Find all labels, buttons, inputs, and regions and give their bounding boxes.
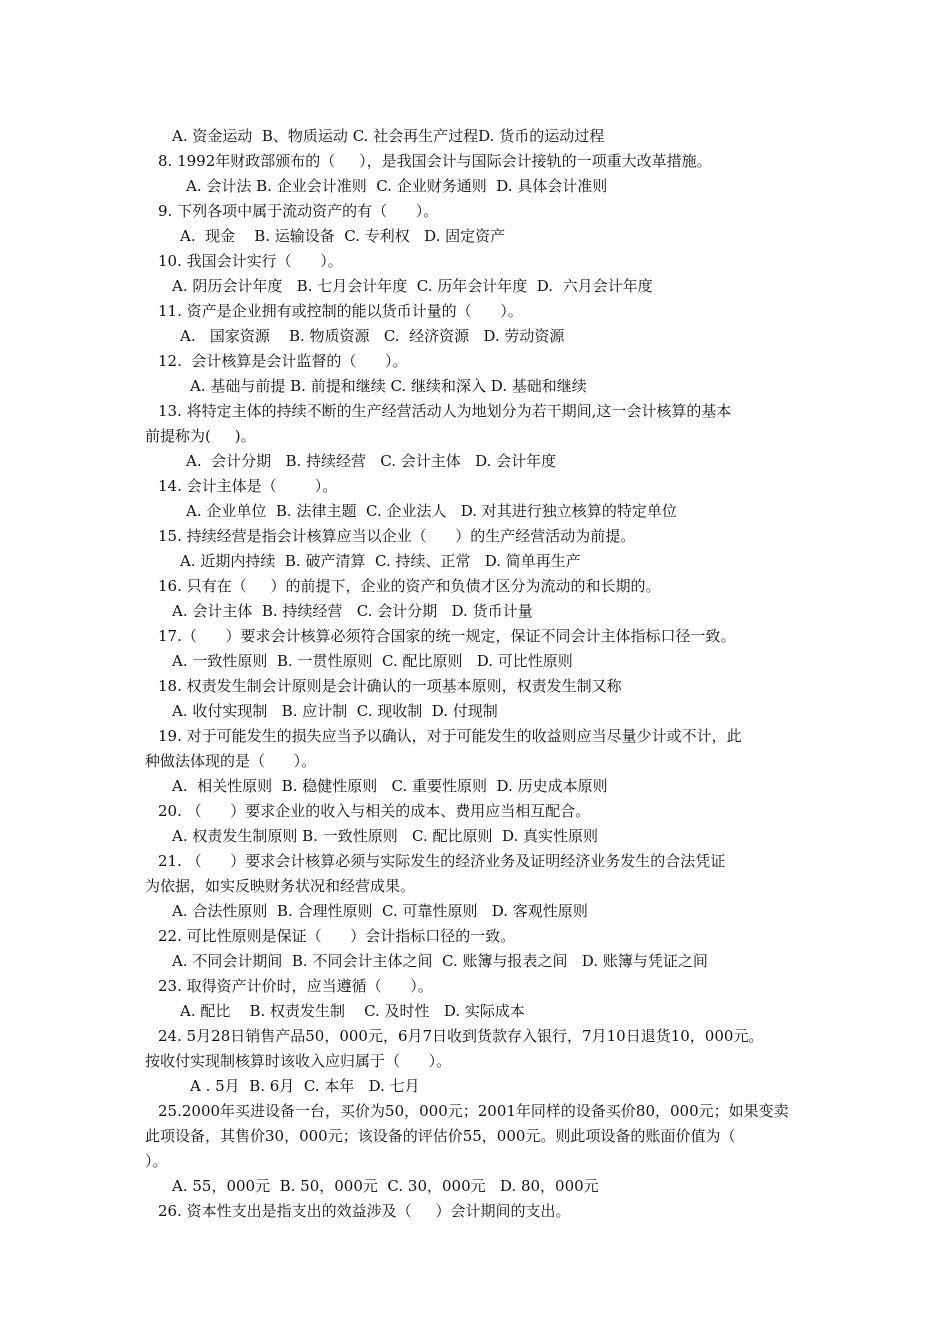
q23-stem: 23. 取得资产计价时，应当遵循（ ）。 <box>158 977 433 995</box>
q21-stem: 21. （ ）要求会计核算必须与实际发生的经济业务及证明经济业务发生的合法凭证 <box>158 852 726 870</box>
q25-options: A. 55，000元 B. 50，000元 C. 30，000元 D. 80，000元 <box>172 1177 599 1195</box>
q21-stem-cont: 为依据，如实反映财务状况和经营成果。 <box>145 877 416 895</box>
q25-stem-end: ）。 <box>145 1152 168 1170</box>
q17-options: A. 一致性原则 B. 一贯性原则 C. 配比原则 D. 可比性原则 <box>172 652 573 670</box>
q18-options: A. 收付实现制 B. 应计制 C. 现收制 D. 付现制 <box>172 702 498 720</box>
q23-options: A. 配比 B. 权责发生制 C. 及时性 D. 实际成本 <box>180 1002 525 1020</box>
q7-options: A. 资金运动 B、物质运动 C. 社会再生产过程D. 货币的运动过程 <box>172 127 605 145</box>
q10-stem: 10. 我国会计实行（ ）。 <box>158 252 343 270</box>
q11-stem: 11. 资产是企业拥有或控制的能以货币计量的（ ）。 <box>158 302 523 320</box>
q16-options: A. 会计主体 B. 持续经营 C. 会计分期 D. 货币计量 <box>172 602 533 620</box>
q14-options: A. 企业单位 B. 法律主题 C. 企业法人 D. 对其进行独立核算的特定单位 <box>186 502 677 520</box>
q19-stem-cont: 种做法体现的是（ ）。 <box>145 752 317 770</box>
q21-options: A. 合法性原则 B. 合理性原则 C. 可靠性原则 D. 客观性原则 <box>172 902 588 920</box>
q15-stem: 15. 持续经营是指会计核算应当以企业（ ）的生产经营活动为前提。 <box>158 527 636 545</box>
q26-stem: 26. 资本性支出是指支出的效益涉及（ ）会计期间的支出。 <box>158 1202 571 1220</box>
q25-stem-cont: 此项设备，其售价30，000元；该设备的评估价55，000元。则此项设备的账面价值为（ <box>145 1127 736 1145</box>
q9-options: A. 现金 B. 运输设备 C. 专利权 D. 固定资产 <box>180 227 506 245</box>
q20-options: A. 权责发生制原则 B. 一致性原则 C. 配比原则 D. 真实性原则 <box>172 827 599 845</box>
q13-stem: 13. 将特定主体的持续不断的生产经营活动人为地划分为若干期间,这一会计核算的基本 <box>158 402 732 420</box>
q8-options: A. 会计法 B. 企业会计准则 C. 企业财务通则 D. 具体会计准则 <box>186 177 608 195</box>
q18-stem: 18. 权责发生制会计原则是会计确认的一项基本原则，权责发生制又称 <box>158 677 622 695</box>
q10-options: A. 阴历会计年度 B. 七月会计年度 C. 历年会计年度 D. 六月会计年度 <box>172 277 653 295</box>
q12-stem: 12. 会计核算是会计监督的（ ）。 <box>158 352 408 370</box>
q24-stem: 24. 5月28日销售产品50，000元，6月7日收到货款存入银行，7月10日退货10，000元。 <box>158 1027 764 1045</box>
q13-options: A. 会计分期 B. 持续经营 C. 会计主体 D. 会计年度 <box>186 452 557 470</box>
q24-stem-cont: 按收付实现制核算时该收入应归属于（ ）。 <box>145 1052 452 1070</box>
q17-stem: 17.（ ）要求会计核算必须符合国家的统一规定，保证不同会计主体指标口径一致。 <box>158 627 736 645</box>
q9-stem: 9. 下列各项中属于流动资产的有（ ）。 <box>158 202 439 220</box>
q19-stem: 19. 对于可能发生的损失应当予以确认，对于可能发生的收益则应当尽量少计或不计，此 <box>158 727 742 745</box>
q13-stem-cont: 前提称为( )。 <box>145 427 256 445</box>
q11-options: A. 国家资源 B. 物质资源 C. 经济资源 D. 劳动资源 <box>180 327 565 345</box>
q8-stem: 8. 1992年财政部颁布的（ ），是我国会计与国际会计接轨的一项重大改革措施。 <box>158 152 712 170</box>
q12-options: A. 基础与前提 B. 前提和继续 C. 继续和深入 D. 基础和继续 <box>190 377 587 395</box>
q22-stem: 22. 可比性原则是保证（ ）会计指标口径的一致。 <box>158 927 516 945</box>
q24-options: A . 5月 B. 6月 C. 本年 D. 七月 <box>190 1077 420 1095</box>
q25-stem: 25.2000年买进设备一台，买价为50，000元；2001年同样的设备买价80，000元；如果变卖 <box>158 1102 789 1120</box>
q14-stem: 14. 会计主体是（ ）。 <box>158 477 338 495</box>
q15-options: A. 近期内持续 B. 破产清算 C. 持续、正常 D. 简单再生产 <box>180 552 581 570</box>
q16-stem: 16. 只有在（ ）的前提下，企业的资产和负债才区分为流动的和长期的。 <box>158 577 661 595</box>
q19-options: A. 相关性原则 B. 稳健性原则 C. 重要性原则 D. 历史成本原则 <box>172 777 608 795</box>
q22-options: A. 不同会计期间 B. 不同会计主体之间 C. 账簿与报表之间 D. 账簿与凭证之间 <box>172 952 708 970</box>
q20-stem: 20. （ ）要求企业的收入与相关的成本、费用应当相互配合。 <box>158 802 591 820</box>
